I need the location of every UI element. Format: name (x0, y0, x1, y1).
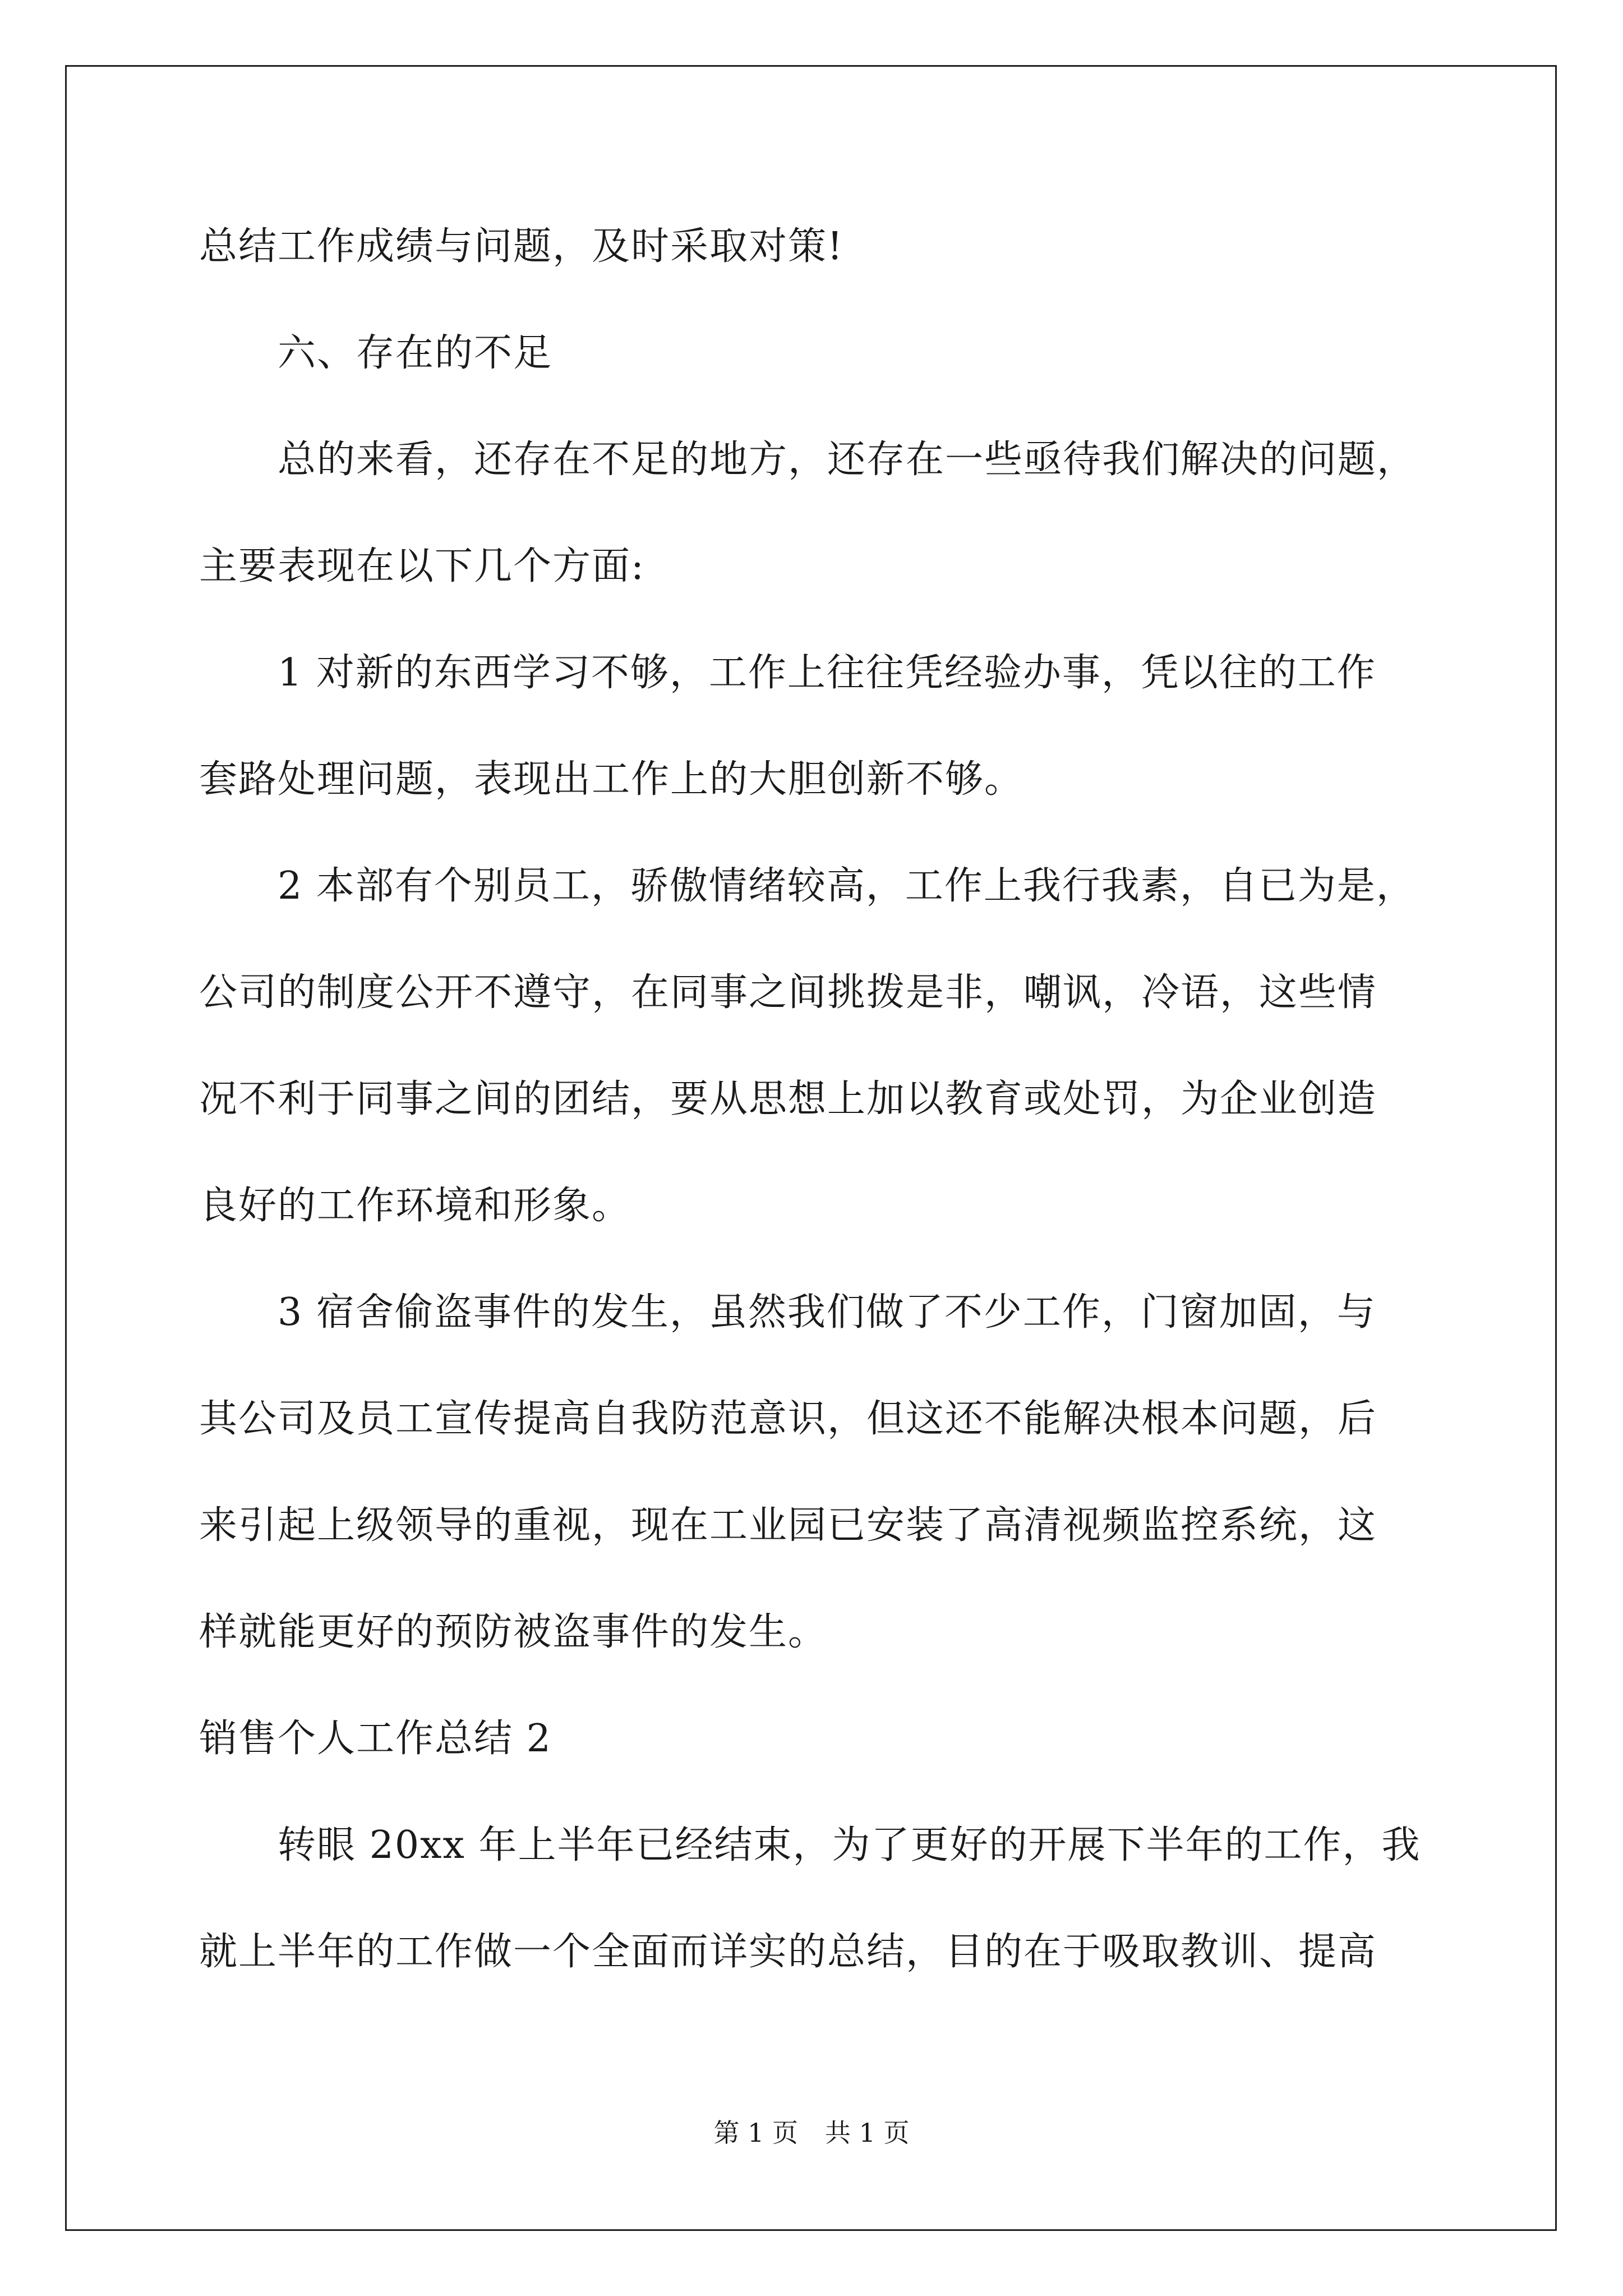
text-line: 来引起上级领导的重视，现在工业园已安装了高清视频监控系统，这 (199, 1503, 1377, 1548)
page-total: 共 1 页 (825, 2118, 910, 2148)
text-line: 套路处理问题，表现出工作上的大胆创新不够。 (199, 757, 1024, 802)
text-line: 其公司及员工宣传提高自我防范意识，但这还不能解决根本问题，后 (199, 1397, 1377, 1441)
text-line: 转眼 20xx 年上半年已经结束，为了更好的开展下半年的工作，我 (278, 1823, 1421, 1867)
page-footer (0, 2117, 1623, 2148)
section-heading: 六、存在的不足 (278, 331, 553, 375)
page-number: 第 1 页 (713, 2118, 798, 2148)
text-line: 样就能更好的预防被盗事件的发生。 (199, 1610, 828, 1654)
section-title: 销售个人工作总结 2 (199, 1717, 552, 1761)
text-line: 主要表现在以下几个方面: (199, 544, 645, 588)
text-line: 2 本部有个别员工，骄傲情绪较高，工作上我行我素，自已为是， (278, 864, 1415, 908)
text-line: 1 对新的东西学习不够，工作上往往凭经验办事，凭以往的工作 (278, 651, 1376, 695)
text-line: 总结工作成绩与问题，及时采取对策! (199, 224, 844, 269)
page-border (65, 65, 1557, 2231)
text-line: 良好的工作环境和形象。 (199, 1184, 631, 1228)
text-line: 况不利于同事之间的团结，要从思想上加以教育或处罚，为企业创造 (199, 1077, 1377, 1121)
text-line: 3 宿舍偷盗事件的发生，虽然我们做了不少工作，门窗加固，与 (278, 1290, 1376, 1335)
text-line: 公司的制度公开不遵守，在同事之间挑拨是非，嘲讽，冷语，这些情 (199, 970, 1377, 1015)
text-line: 就上半年的工作做一个全面而详实的总结，目的在于吸取教训、提高 (199, 1930, 1377, 1974)
text-line: 总的来看，还存在不足的地方，还存在一些亟待我们解决的问题， (278, 438, 1417, 482)
